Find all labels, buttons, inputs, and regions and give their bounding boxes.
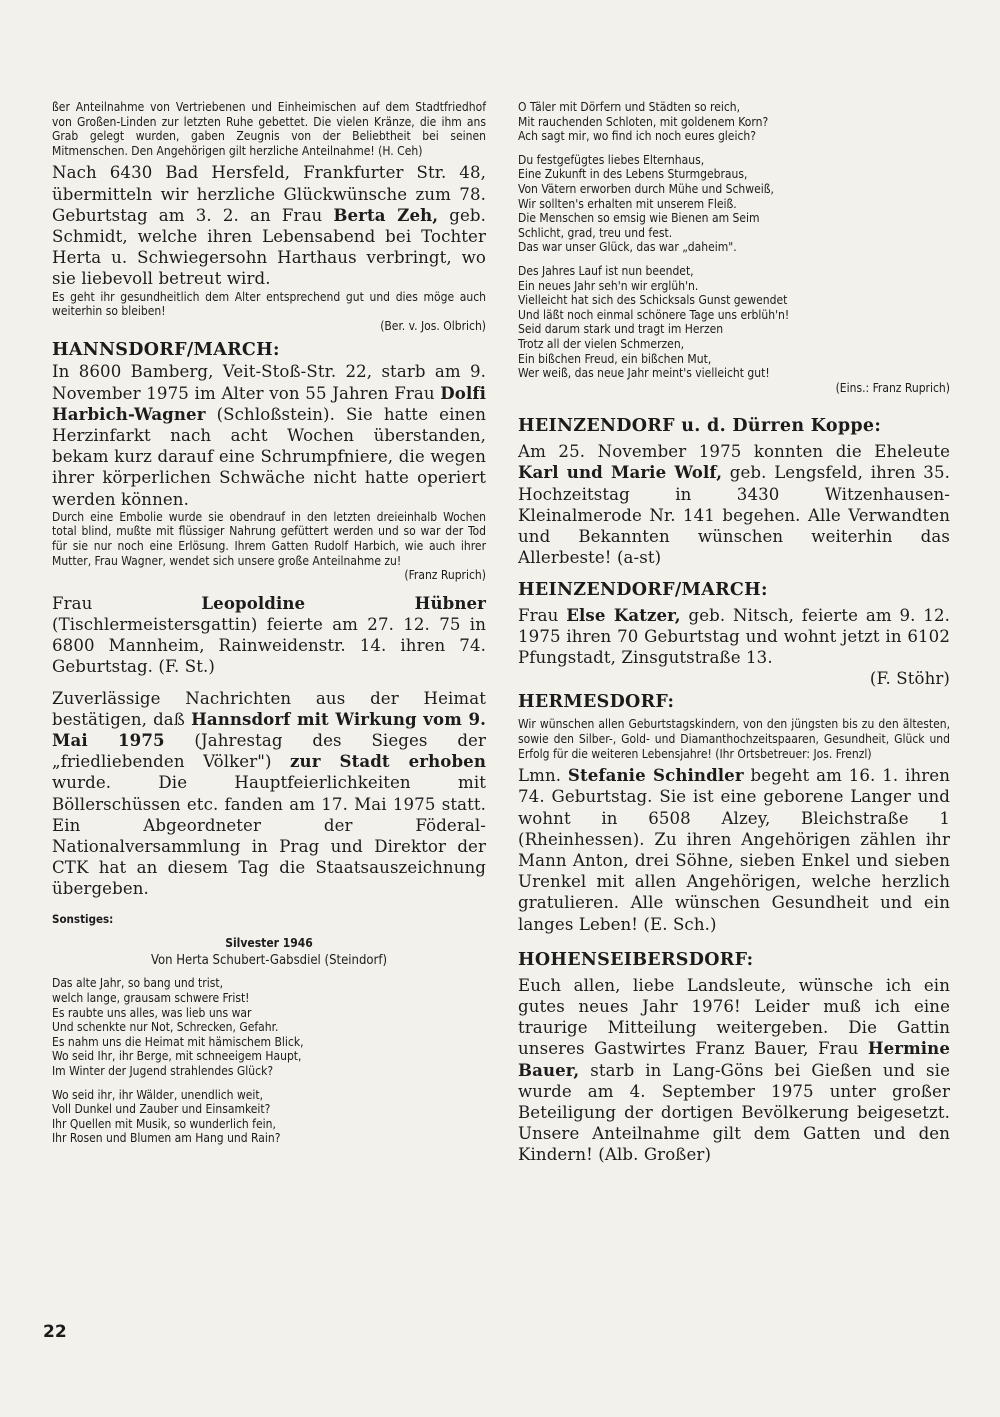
poem-stanza-3: O Täler mit Dörfern und Städten so reich, Mit rauchenden Schloten, mit goldenem Korn? Ach sagt mir, wo find ich noch eures gleich? bbox=[518, 100, 769, 144]
person-name: Karl und Marie Wolf, bbox=[518, 462, 723, 483]
greetings-hermesdorf: Wir wünschen allen Geburtstagskindern, von den jüngsten bis zu den ältesten, sowie den Silber-, Gold- und Diamanthochzeitspaaren, Gesundheit, Glück und Erfolg für die weiteren Lebensjahre! (Ihr Ortsbetreuer: Jos. Frenzl) bbox=[518, 717, 950, 761]
left-column bbox=[52, 100, 486, 1146]
section-heading-hannsdorf: HANNSDORF/MARCH: bbox=[52, 340, 280, 361]
section-heading-hermesdorf: HERMESDORF: bbox=[518, 692, 675, 713]
birthday-notice-leopoldine-huebner: Frau Leopoldine Hübner (Tischlermeistersgattin) feierte am 27. 12. 75 in 6800 Mannheim, Rainweidenstr. 14. ihren 74. Geburtstag. (F. St.) bbox=[52, 592, 486, 677]
poem-title: Silvester 1946 bbox=[225, 936, 313, 951]
obituary-hermine-bauer: Euch allen, liebe Landsleute, wünsche ich ein gutes neues Jahr 1976! Leider muß ich eine traurige Mitteilung weitergeben. Die Gattin unseres Gastwirtes Franz Bauer, Frau Hermine Bauer, starb in Lang-Göns bei Gießen und sie wurde am 4. September 1975 unter großer Beteiligung der dortigen Bevölkerung beigesetzt. Unsere Anteilnahme gilt dem Gatten und den Kindern! (Alb. Großer) bbox=[518, 975, 950, 1165]
signature: (Ber. v. Jos. Olbrich) bbox=[380, 318, 486, 333]
birthday-notice-berta-zeh: Nach 6430 Bad Hersfeld, Frankfurter Str. 48, übermitteln wir herzliche Glückwünsche zum 78. Geburtstag am 3. 2. an Frau Berta Zeh, geb. Schmidt, welche ihren Lebensabend bei Tochter Herta u. Schwiegersohn Harthaus verbringt, wo sie liebevoll betreut wird. bbox=[52, 163, 486, 289]
anniversary-notice-wolf: Am 25. November 1975 konnten die Eheleute Karl und Marie Wolf, geb. Lengsfeld, ihren 35. Hochzeitstag in 3430 Witzenhausen-Kleinalmerode Nr. 141 begehen. Alle Verwandten und Bekannten wünschen weiterhin das Allerbeste! (a-st) bbox=[518, 442, 950, 568]
signature: (F. Stöhr) bbox=[869, 669, 950, 689]
person-name: Else Katzer, bbox=[566, 604, 681, 625]
person-name: Dolfi Harbich-Wagner bbox=[52, 382, 486, 424]
poem-stanza-1: Das alte Jahr, so bang und trist, welch lange, grausam schwere Frist! Es raubte uns alles, was lieb uns war Und schenkte nur Not, Schrecken, Gefahr. Es nahm uns die Heimat mit hämischem Blick, Wo seid Ihr, ihr Berge, mit schneeigem Haupt, Im Winter der Jugend strahlendes Glück? bbox=[52, 976, 304, 1078]
page-number: 22 bbox=[43, 1322, 67, 1342]
right-column bbox=[518, 100, 950, 1166]
poem-stanza-4: Du festgefügtes liebes Elternhaus, Eine Zukunft in des Lebens Sturmgebraus, Von Vätern erworben durch Mühe und Schweiß, Wir sollten's erhalten mit unserem Fleiß. Die Menschen so emsig wie Bienen am Seim Schlicht, grad, treu und fest. Das war unser Glück, das war „daheim". bbox=[518, 152, 774, 255]
section-label-sonstiges: Sonstiges: bbox=[52, 911, 114, 926]
birthday-notice-else-katzer: Frau Else Katzer, geb. Nitsch, feierte am 9. 12. 1975 ihren 70 Geburtstag und wohnt jetzt in 6102 Pfungstadt, Zinsgutstraße 13. bbox=[518, 604, 950, 667]
obituary-details: Durch eine Embolie wurde sie obendrauf in den letzten dreieinhalb Wochen total blind, mußte mit flüssiger Nahrung gefüttert werden und so war der Tod für sie nur noch eine Erlösung. Ihrem Gatten Rudolf Harbich, wie auch ihrer Mutter, Frau Wagner, wendet sich unsere große Anteilnahme zu! bbox=[52, 509, 486, 568]
poem-signature: (Eins.: Franz Ruprich) bbox=[835, 380, 950, 395]
person-name: Berta Zeh, bbox=[333, 204, 439, 225]
section-heading-heinzendorf-duerren-koppe: HEINZENDORF u. d. Dürren Koppe: bbox=[518, 416, 882, 437]
birthday-notice-stefanie-schindler: Lmn. Stefanie Schindler begeht am 16. 1. ihren 74. Geburtstag. Sie ist eine geborene Langer und wohnt in 6508 Alzey, Bleichstraße 1 (Rheinhessen). Zu ihren Angehörigen zählen ihr Mann Anton, drei Söhne, sieben Enkel und sieben Urenkel mit allen Angehörigen, welche herzlich gratulieren. Alle wünschen Gesundheit und ein langes Leben! (E. Sch.) bbox=[518, 765, 950, 934]
person-name: Hermine Bauer, bbox=[518, 1038, 950, 1080]
section-heading-hohenseibersdorf: HOHENSEIBERSDORF: bbox=[518, 949, 754, 970]
signature: (Franz Ruprich) bbox=[404, 568, 486, 583]
person-name: Leopoldine Hübner bbox=[201, 592, 486, 613]
poem-author: Von Herta Schubert-Gabsdiel (Steindorf) bbox=[150, 952, 388, 968]
obituary-dolfi-harbich-wagner: In 8600 Bamberg, Veit-Stoß-Str. 22, starb am 9. November 1975 im Alter von 55 Jahren Frau Dolfi Harbich-Wagner (Schloßstein). Sie hatte einen Herzinfarkt nach acht Wochen überstanden, bekam kurz darauf eine Schrumpfniere, die wegen ihrer körperlichen Schwäche nicht hatte operiert werden können. bbox=[52, 362, 486, 509]
poem-stanza-5: Des Jahres Lauf ist nun beendet, Ein neues Jahr seh'n wir erglüh'n. Vielleicht hat sich des Schicksals Gunst gewendet Und läßt noch einmal schönere Tage uns erblüh'n! Seid darum stark und tragt im Herzen Trotz all der vielen Schmerzen, Ein bißchen Freud, ein bißchen Mut, Wer weiß, das neue Jahr meint's vielleicht gut! bbox=[518, 263, 790, 381]
section-heading-heinzendorf-march: HEINZENDORF/MARCH: bbox=[518, 579, 768, 600]
birthday-wish: Es geht ihr gesundheitlich dem Alter entsprechend gut und dies möge auch weiterhin so bleiben! bbox=[52, 289, 486, 319]
news-hannsdorf-town: Zuverlässige Nachrichten aus der Heimat bestätigen, daß Hannsdorf mit Wirkung vom 9. Mai 1975 (Jahrestag des Sieges der „friedliebenden Völker") zur Stadt erhoben wurde. Die Hauptfeierlichkeiten mit Böllerschüssen etc. fanden am 17. Mai 1975 statt. Ein Abgeordneter der Föderal-Nationalversammlung in Prag und Direktor der CTK hat an diesem Tag die Staatsauszeichnung übergeben. bbox=[52, 688, 486, 899]
person-name: Stefanie Schindler bbox=[567, 765, 744, 786]
poem-stanza-2: Wo seid ihr, ihr Wälder, unendlich weit, Voll Dunkel und Zauber und Einsamkeit? Ihr Quellen mit Musik, so wunderlich fein, Ihr Rosen und Blumen am Hang und Rain? bbox=[52, 1087, 281, 1146]
obituary-continued: ßer Anteilnahme von Vertriebenen und Einheimischen auf dem Stadtfriedhof von Großen-Linden zur letzten Ruhe gebettet. Die vielen Kränze, die ihm ans Grab gelegt wurden, gaben Zeugnis von der Beliebtheit bei seinen Mitmenschen. Den Angehörigen gilt herzliche Anteilnahme! (H. Ceh) bbox=[52, 100, 486, 158]
